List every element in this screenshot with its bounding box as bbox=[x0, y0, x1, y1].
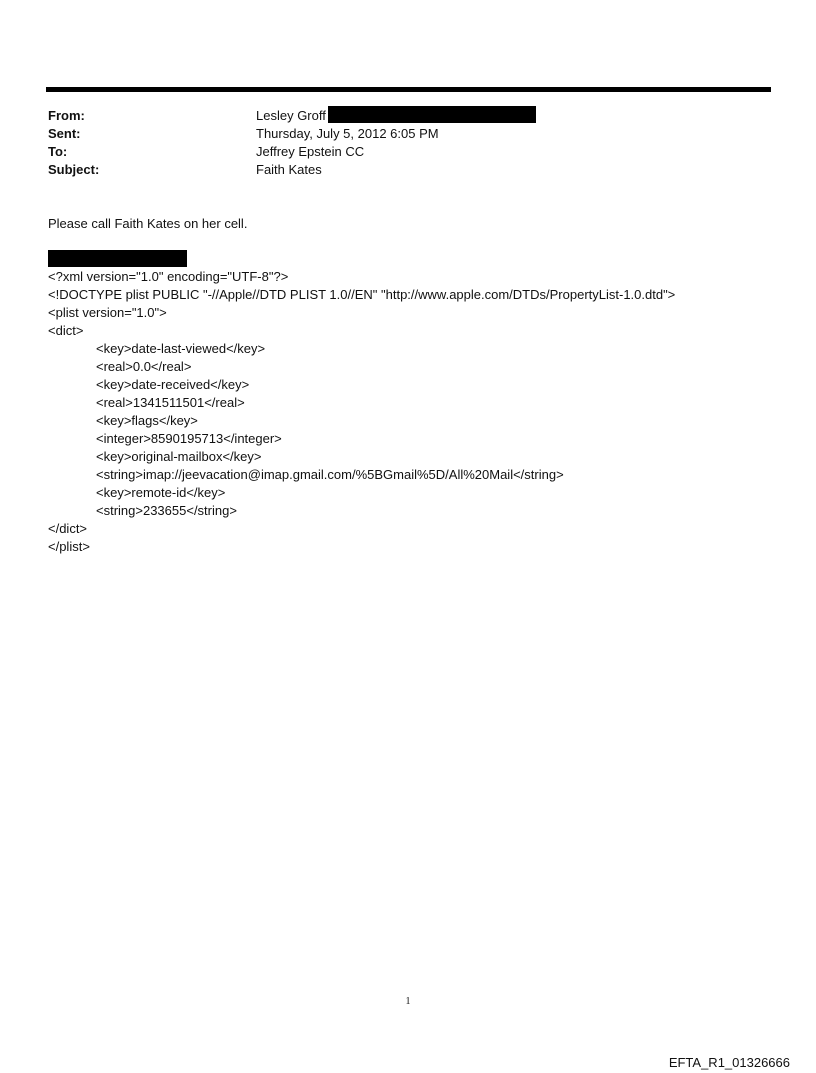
subject-label: Subject: bbox=[48, 162, 100, 177]
email-body: Please call Faith Kates on her cell. bbox=[48, 216, 248, 231]
plist-line: <string>imap://jeevacation@imap.gmail.com/%5BGmail%5D/All%20Mail</string> bbox=[96, 467, 564, 482]
page-number: 1 bbox=[405, 996, 411, 1007]
plist-line: <key>flags</key> bbox=[96, 413, 198, 428]
header-divider bbox=[46, 87, 771, 92]
plist-line: <plist version="1.0"> bbox=[48, 305, 167, 320]
plist-line: </plist> bbox=[48, 539, 90, 554]
plist-line: <key>date-last-viewed</key> bbox=[96, 341, 266, 356]
plist-line: <key>remote-id</key> bbox=[96, 485, 226, 500]
plist-line: </dict> bbox=[48, 521, 88, 536]
sent-value: Thursday, July 5, 2012 6:05 PM bbox=[256, 126, 439, 141]
plist-line: <key>date-received</key> bbox=[96, 377, 250, 392]
plist-line: <real>0.0</real> bbox=[96, 359, 192, 374]
plist-line: <real>1341511501</real> bbox=[96, 395, 245, 410]
plist-block bbox=[48, 268, 675, 556]
to-value: Jeffrey Epstein CC bbox=[256, 144, 365, 159]
to-label: To: bbox=[48, 144, 68, 159]
plist-line: <!DOCTYPE plist PUBLIC "-//Apple//DTD PLIST 1.0//EN" "http://www.apple.com/DTDs/PropertyList-1.0.dtd"> bbox=[48, 287, 676, 302]
redaction-bar bbox=[328, 106, 536, 123]
signature-redaction-bar bbox=[48, 250, 187, 267]
plist-line: <string>233655</string> bbox=[96, 503, 237, 518]
sent-label: Sent: bbox=[48, 126, 81, 141]
from-label: From: bbox=[48, 108, 85, 123]
plist-line: <integer>8590195713</integer> bbox=[96, 431, 282, 446]
plist-line: <?xml version="1.0" encoding="UTF-8"?> bbox=[48, 269, 289, 284]
subject-value: Faith Kates bbox=[256, 162, 322, 177]
from-value bbox=[256, 107, 536, 125]
plist-line: <key>original-mailbox</key> bbox=[96, 449, 262, 464]
document-id: EFTA_R1_01326666 bbox=[668, 1055, 790, 1070]
plist-line: <dict> bbox=[48, 323, 84, 338]
sender-name: Lesley Groff bbox=[256, 108, 326, 123]
